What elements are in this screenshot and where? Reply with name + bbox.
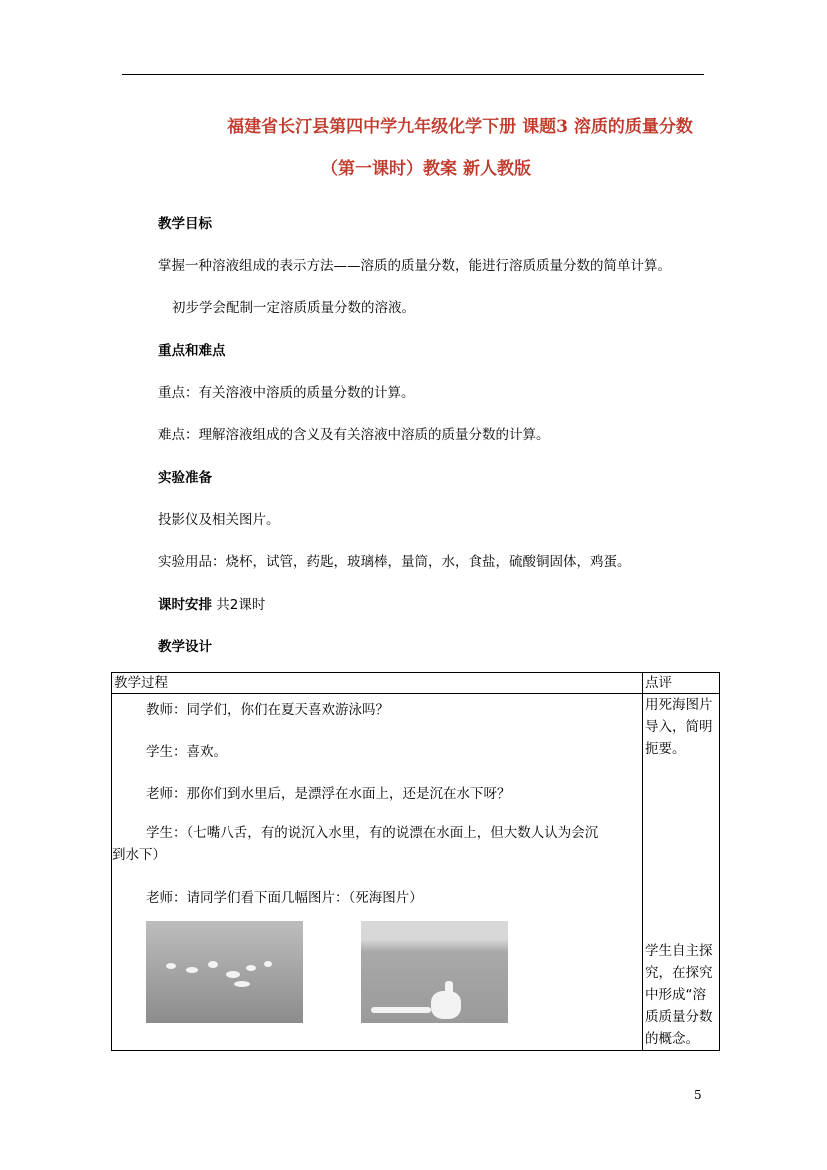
prep-item-2: 实验用品：烧杯，试管，药匙，玻璃棒，量筒，水，食盐，硫酸铜固体，鸡蛋。 <box>158 554 631 570</box>
keypoint: 重点：有关溶液中溶质的质量分数的计算。 <box>158 385 415 401</box>
col-header-process: 教学过程 <box>112 673 643 694</box>
design-heading: 教学设计 <box>158 639 212 655</box>
schedule-heading: 课时安排 <box>158 597 212 613</box>
col-header-comment: 点评 <box>643 673 720 694</box>
process-cell <box>112 694 643 1051</box>
keypoints-heading: 重点和难点 <box>158 343 226 359</box>
prep-heading: 实验准备 <box>158 470 212 486</box>
page-number: 5 <box>694 1088 702 1102</box>
comment-cell <box>643 694 720 1051</box>
document-title-line1: 福建省长汀县第四中学九年级化学下册 课题3 溶质的质量分数 <box>227 117 693 137</box>
dead-sea-photo-2 <box>361 921 508 1023</box>
table-row <box>112 694 720 1051</box>
dialogue-line-3: 老师：那你们到水里后，是漂浮在水面上，还是沉在水下呀？ <box>146 786 511 802</box>
difficulty: 难点：理解溶液组成的含义及有关溶液中溶质的质量分数的计算。 <box>158 427 550 443</box>
document-title-line2: （第一课时）教案 新人教版 <box>321 159 531 179</box>
objective-2: 初步学会配制一定溶质质量分数的溶液。 <box>172 300 415 316</box>
comment-1: 用死海图片导入，简明扼要。 <box>645 697 713 757</box>
comment-2: 学生自主探究，在探究中形成“溶质质量分数的概念。 <box>645 943 713 1047</box>
prep-item-1: 投影仪及相关图片。 <box>158 512 280 528</box>
lesson-design-table <box>111 672 720 1051</box>
dialogue-line-1: 教师：同学们，你们在夏天喜欢游泳吗？ <box>146 702 389 718</box>
objectives-heading: 教学目标 <box>158 216 212 232</box>
schedule-text: 共2课时 <box>216 597 266 613</box>
dialogue-line-5: 老师：请同学们看下面几幅图片：（死海图片） <box>146 890 423 906</box>
header-rule <box>122 74 704 75</box>
table-header-row <box>112 673 720 694</box>
schedule-line <box>158 593 265 613</box>
dialogue-line-4: 学生：（七嘴八舌，有的说沉入水里，有的说漂在水面上，但大数人认为会沉到水下） <box>112 825 599 863</box>
dead-sea-photo-1 <box>146 921 303 1023</box>
dialogue-line-2: 学生：喜欢。 <box>146 744 227 760</box>
objective-1: 掌握一种溶液组成的表示方法——溶质的质量分数，能进行溶质质量分数的简单计算。 <box>158 258 671 274</box>
